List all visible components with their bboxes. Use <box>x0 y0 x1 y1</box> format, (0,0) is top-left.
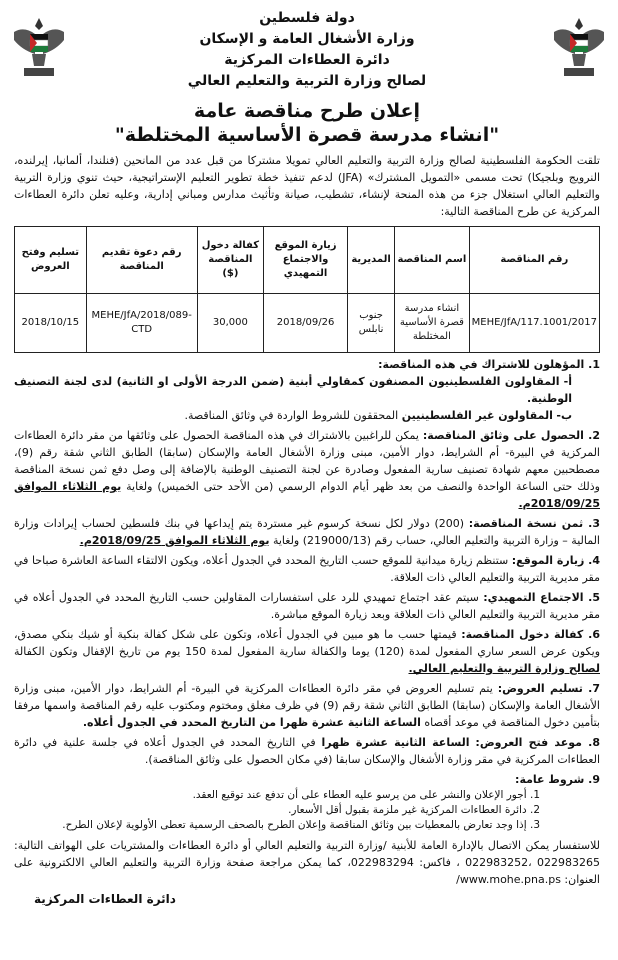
section-documents-deadline: يوم الثلاثاء الموافق 2018/09/25م. <box>14 480 600 510</box>
cell-tender-number: MEHE/JfA/117.1001/2017 <box>469 294 599 353</box>
section-pre-bid-meeting <box>14 589 600 623</box>
col-bid-bond: كفالة دخول المناقصة ($) <box>197 227 263 294</box>
eligibility-b-label: ب- <box>556 409 572 422</box>
eligibility-b-text: المحققون للشروط الواردة في وثائق المناقصة. <box>184 409 399 422</box>
eligibility-item-b <box>14 407 600 424</box>
eligibility-item-a <box>14 373 600 407</box>
section-price-deadline: يوم الثلاثاء الموافق 2018/09/25م. <box>79 534 270 547</box>
terms-list <box>14 788 600 833</box>
section-documents-text: يمكن للراغبين بالاشتراك في هذه المناقصة الحصول على وثائقها من مقر دائرة العطاءات المركزية في البيرة- أم الشرايط، دوار الأمين، مبنى وزارة الأشغال العامة والإسكان (سابقا) الطابق الثاني شقة رقم (9)، مصطحبين معهم شهادة تصنيف سارية المفعول وصادرة عن لجنة التصنيف الوطنية بالإضافة إلى وصل دفع ثمن نسخة المناقصة وذلك حتى الساعة الواحدة والنصف من بعد ظهر أيام الدوام الرسمي (من الأحد حتى الخميس) ولغاية <box>14 429 600 493</box>
header-line-state: دولة فلسطين <box>259 10 355 26</box>
section-general-terms <box>14 771 600 833</box>
tender-table <box>14 226 600 353</box>
cell-site-visit: 2018/09/26 <box>264 294 348 353</box>
section-submission-deadline: الساعة الثانية عشرة ظهرا من التاريخ المحدد في الجدول أعلاه. <box>82 716 421 729</box>
section-bond-beneficiary: لصالح وزارة التربية والتعليم العالي. <box>408 662 600 675</box>
section-opening-text: في التاريخ المحدد في الجدول أعلاه في جلسة علنية في دائرة العطاءات المركزية في مقر وزارة الأشغال والإسكان سابقا (في مكان الحصول على وثائق المناقصة). <box>14 736 600 766</box>
header-line-ministry: وزارة الأشغال العامة و الإسكان <box>199 31 415 47</box>
palestine-eagle-emblem-icon <box>10 14 68 80</box>
col-site-visit: زيارة الموقع والاجتماع التمهيدي <box>264 227 348 294</box>
cell-submission-date: 2018/10/15 <box>15 294 87 353</box>
section-documents <box>14 427 600 512</box>
section-price-text: (200) دولار لكل نسخة كرسوم غير مستردة يتم إيداعها في بنك فلسطين لحساب إيرادات وزارة المالية – وزارة التربية والتعليم العالي، حساب رقم (219000/13) ولغاية <box>14 517 600 547</box>
col-tender-name: اسم المناقصة <box>395 227 470 294</box>
intro-paragraph: تلقت الحكومة الفلسطينية لصالح وزارة التربية والتعليم العالي تمويلا مشتركا من قبل عدد من المانحين (فنلندا، ألمانيا، إيرلنده، النرويج وبلجيكا) تحت مسمى «التمويل المشترك» (JFA) لدعم تنفيذ خطة تطوير التعليم الإستراتيجية، حيث تنوي وزارة التربية والتعليم العالي استغلال جزء من هذه المنحة لإنشاء، تشطيب، صيانة وتأثيث مدارس ومباني إدارية، وعليه تعلن دائرة العطاءات المركزية عن طرح المناقصة التالية: <box>14 154 600 218</box>
section-submission-text: يتم تسليم العروض في مقر دائرة العطاءات المركزية في البيرة- أم الشرايط، دوار الأمين، مبنى وزارة الأشغال العامة والإسكان (سابقا) الطابق الثاني شقة رقم (9) في ظرف مغلق ومختوم ومكتوب عليه رقم المناقصة واسمها مرفقا بتأمين دخول المناقصة في موعد أقصاه <box>14 682 600 729</box>
eligibility-a-text: المقاولون الفلسطينيون المصنفون كمقاولي أبنية (ضمن الدرجة الأولى او الثانية) لدى لجنة التصنيف الوطنية. <box>14 375 572 405</box>
cell-tender-name: انشاء مدرسة قصرة الأساسية المختلطة <box>395 294 470 353</box>
tender-table-header-row <box>15 227 600 294</box>
palestine-eagle-emblem-icon <box>550 14 608 80</box>
section-submission-title: 7. تسليم العروض: <box>497 682 600 695</box>
cell-invitation-number: MEHE/JfA/2018/089-CTD <box>86 294 197 353</box>
section-terms-title: 9. شروط عامة: <box>515 773 600 786</box>
footer-signature: دائرة العطاءات المركزية <box>34 892 176 906</box>
table-row <box>15 294 600 353</box>
ministry-header <box>14 6 600 92</box>
section-site-visit-text: ستنظم زيارة ميدانية للموقع حسب التاريخ المحدد في الجدول أعلاه، ويكون الالتقاء الساعة العاشرة صباحا في مقر مديرية التربية والتعليم العالي ذات العلاقة. <box>14 554 600 584</box>
section-documents-title: 2. الحصول على وثائق المناقصة: <box>422 429 601 442</box>
section-site-visit-title: 4. زيارة الموقع: <box>511 554 601 567</box>
col-submission-date: تسليم وفتح العروض <box>15 227 87 294</box>
section-document-price <box>14 515 600 549</box>
section-opening-title: 8. موعد فتح العروض: <box>475 736 601 749</box>
contact-paragraph: للاستفسار يمكن الاتصال بالإدارة العامة للأبنية /وزارة التربية والتعليم العالي أو دائرة العطاءات والمشتريات على الهواتف التالية: 022983265 ،022983252 ، فاكس: 022983294، كما يمكن مراجعة صفحة وزارة التربية والتعليم العالي الالكترونية على العنوان: www.mohe.pna.ps/ <box>14 839 600 886</box>
col-invitation-number: رقم دعوة تقديم المناقصة <box>86 227 197 294</box>
col-directorate: المديرية <box>348 227 395 294</box>
col-tender-number: رقم المناقصة <box>469 227 599 294</box>
project-title: "انشاء مدرسة قصرة الأساسية المختلطة" <box>114 124 500 146</box>
list-item: 2. دائرة العطاءات المركزية غير ملزمة بقبول أقل الأسعار. <box>288 804 540 816</box>
eligibility-b-bold: المقاولون غير الفلسطينيين <box>401 409 553 422</box>
section-price-title: 3. ثمن نسخة المناقصة: <box>468 517 600 530</box>
section-bid-opening <box>14 734 600 768</box>
section-meeting-title: 5. الاجتماع التمهيدي: <box>483 591 600 604</box>
section-eligibility <box>14 356 600 424</box>
section-bid-bond <box>14 626 600 677</box>
section-opening-time: الساعة الثانية عشرة ظهرا <box>321 736 470 749</box>
announcement-title: إعلان طرح مناقصة عامة <box>193 100 421 122</box>
conditions-section <box>14 356 600 833</box>
section-bond-text: قيمتها حسب ما هو مبين في الجدول أعلاه، وتكون على شكل كفالة بنكية أو شيك بنكي مصدق، ويكون عرض السعر ساري المفعول لمدة (120) يوما والكفالة سارية المفعول لمدة 150 يوم من تاريخ الإقفال وتكون الكفالة <box>14 628 601 658</box>
section-eligibility-title: 1. المؤهلون للاشتراك في هذه المناقصة: <box>378 358 600 371</box>
section-site-visit <box>14 552 600 586</box>
section-meeting-text: سيتم عقد اجتماع تمهيدي للرد على استفسارات المقاولين حسب التاريخ المحدد في الجدول أعلاه في مقر مديرية التربية والتعليم العالي ذات العلاقة وبعد زيارة الموقع مباشرة. <box>14 591 600 621</box>
cell-directorate: جنوب نابلس <box>348 294 395 353</box>
eligibility-a-label: أ- <box>563 375 573 388</box>
section-bond-title: 6. كفالة دخول المناقصة: <box>461 628 601 641</box>
header-line-department: دائرة العطاءات المركزية <box>224 52 390 68</box>
cell-bid-bond: 30,000 <box>197 294 263 353</box>
section-bid-submission <box>14 680 600 731</box>
list-item: 1. أجور الإعلان والنشر على من يرسو عليه العطاء على أن تدفع عند توقيع العقد. <box>192 789 540 801</box>
header-line-beneficiary: لصالح وزارة التربية والتعليم العالي <box>187 73 427 89</box>
list-item: 3. إذا وجد تعارض بالمعطيات بين وثائق المناقصة وإعلان الطرح بالصحف الرسمية تعطى الأولوية لإعلان الطرح. <box>62 819 540 831</box>
